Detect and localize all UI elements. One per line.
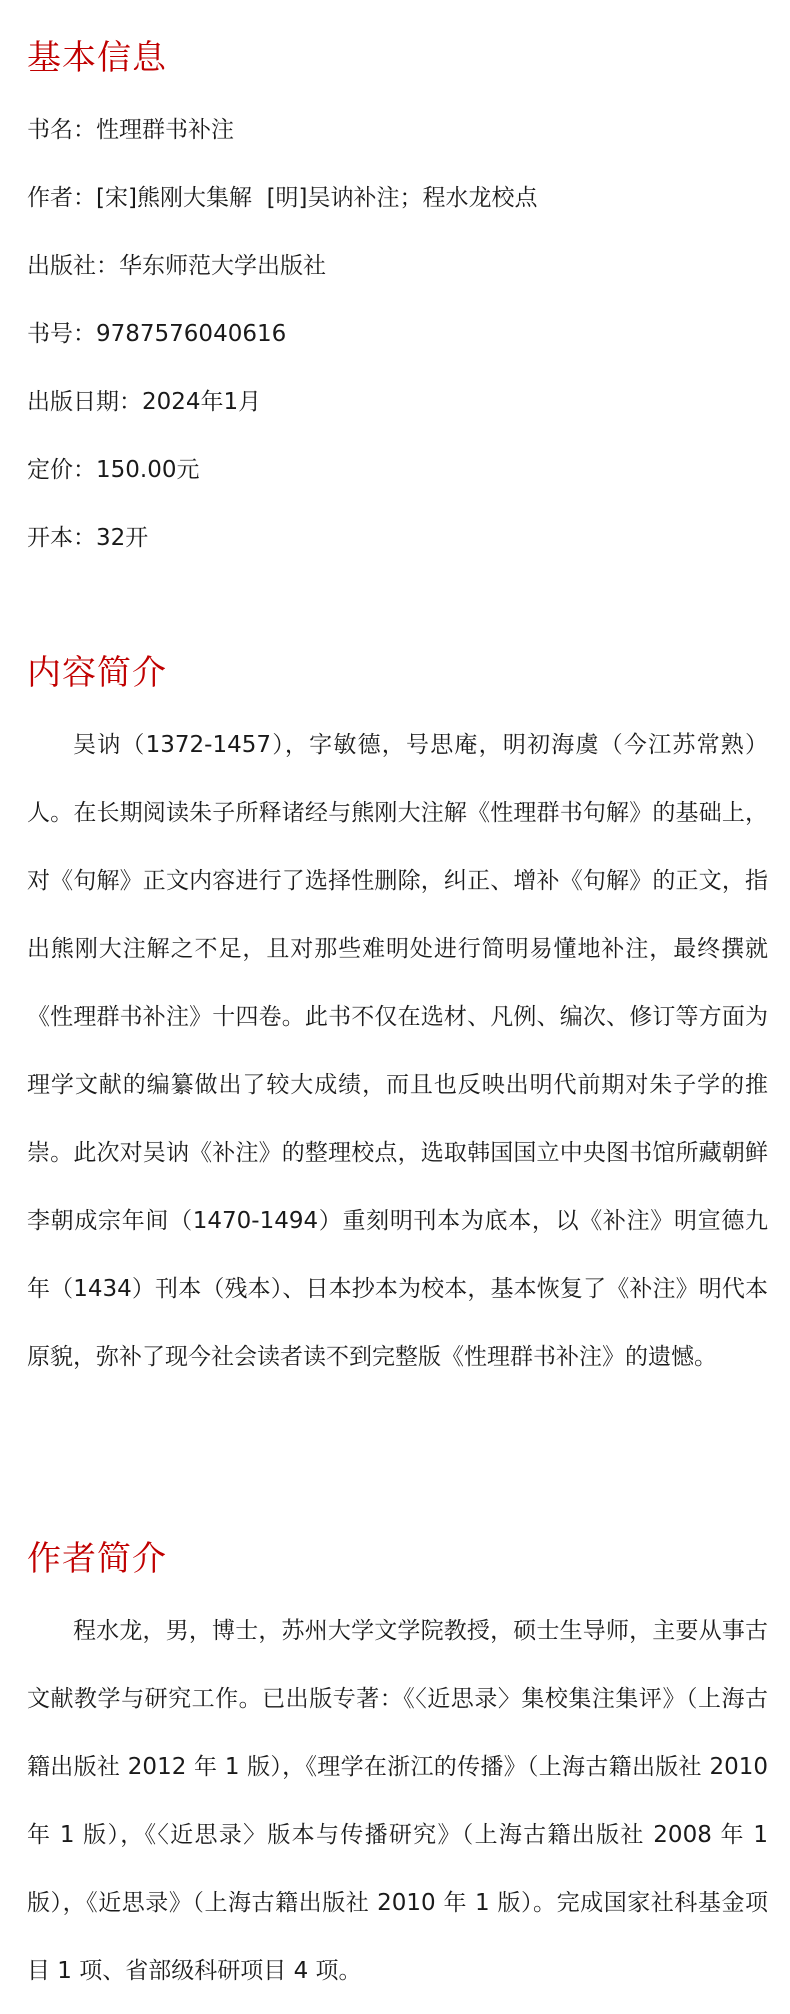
- format-value: 32开: [96, 525, 149, 551]
- publisher-label: 出版社：: [27, 253, 119, 279]
- price-value: 150.00元: [96, 457, 200, 483]
- isbn-label: 书号：: [27, 321, 96, 347]
- info-line-publisher: [27, 251, 326, 281]
- publish-date-value: 2024年1月: [142, 389, 262, 415]
- info-line-price: [27, 455, 199, 485]
- book-name-value: 性理群书补注: [96, 117, 234, 143]
- info-line-author: [27, 183, 538, 213]
- info-line-isbn: [27, 319, 286, 349]
- author-label: 作者：: [27, 185, 96, 211]
- info-line-publish-date: [27, 387, 261, 417]
- isbn-value: 9787576040616: [96, 321, 287, 347]
- info-line-format: [27, 523, 148, 553]
- price-label: 定价：: [27, 457, 96, 483]
- info-line-book-name: [27, 115, 234, 145]
- book-name-label: 书名：: [27, 117, 96, 143]
- content-intro-paragraph: 吴讷（1372-1457），字敏德，号思庵，明初海虞（今江苏常熟）人。在长期阅读朱子所释诸经与熊刚大注解《性理群书句解》的基础上，对《句解》正文内容进行了选择性删除，纠正、增补《句解》的正文，指出熊刚大注解之不足，且对那些难明处进行简明易懂地补注，最终撰就《性理群书补注》十四卷。此书不仅在选材、凡例、编次、修订等方面为理学文献的编纂做出了较大成绩，而且也反映出明代前期对朱子学的推崇。此次对吴讷《补注》的整理校点，选取韩国国立中央图书馆所藏朝鲜李朝成宗年间（1470-1494）重刻明刊本为底本，以《补注》明宣德九年（1434）刊本（残本）、日本抄本为校本，基本恢复了《补注》明代本原貌，弥补了现今社会读者读不到完整版《性理群书补注》的遗憾。: [27, 732, 768, 1370]
- publisher-value: 华东师范大学出版社: [119, 253, 326, 279]
- basic-info-heading: 基本信息: [27, 38, 167, 78]
- author-intro-paragraph: 程水龙，男，博士，苏州大学文学院教授，硕士生导师，主要从事古文献教学与研究工作。已出版专著：《〈近思录〉集校集注集评》（上海古籍出版社 2012 年 1 版），《理学在浙江的传播》（上海古籍出版社 2010 年 1 版），《〈近思录〉版本与传播研究》（上海古籍出版社 2008 年 1 版），《近思录》（上海古籍出版社 2010 年 1 版）。完成国家社科基金项目 1 项、省部级科研项目 4 项。: [27, 1618, 768, 1984]
- content-intro-heading: 内容简介: [27, 653, 167, 693]
- author-value: [宋]熊刚大集解 [明]吴讷补注；程水龙校点: [96, 185, 538, 211]
- publish-date-label: 出版日期：: [27, 389, 142, 415]
- format-label: 开本：: [27, 525, 96, 551]
- author-intro-heading: 作者简介: [27, 1539, 167, 1579]
